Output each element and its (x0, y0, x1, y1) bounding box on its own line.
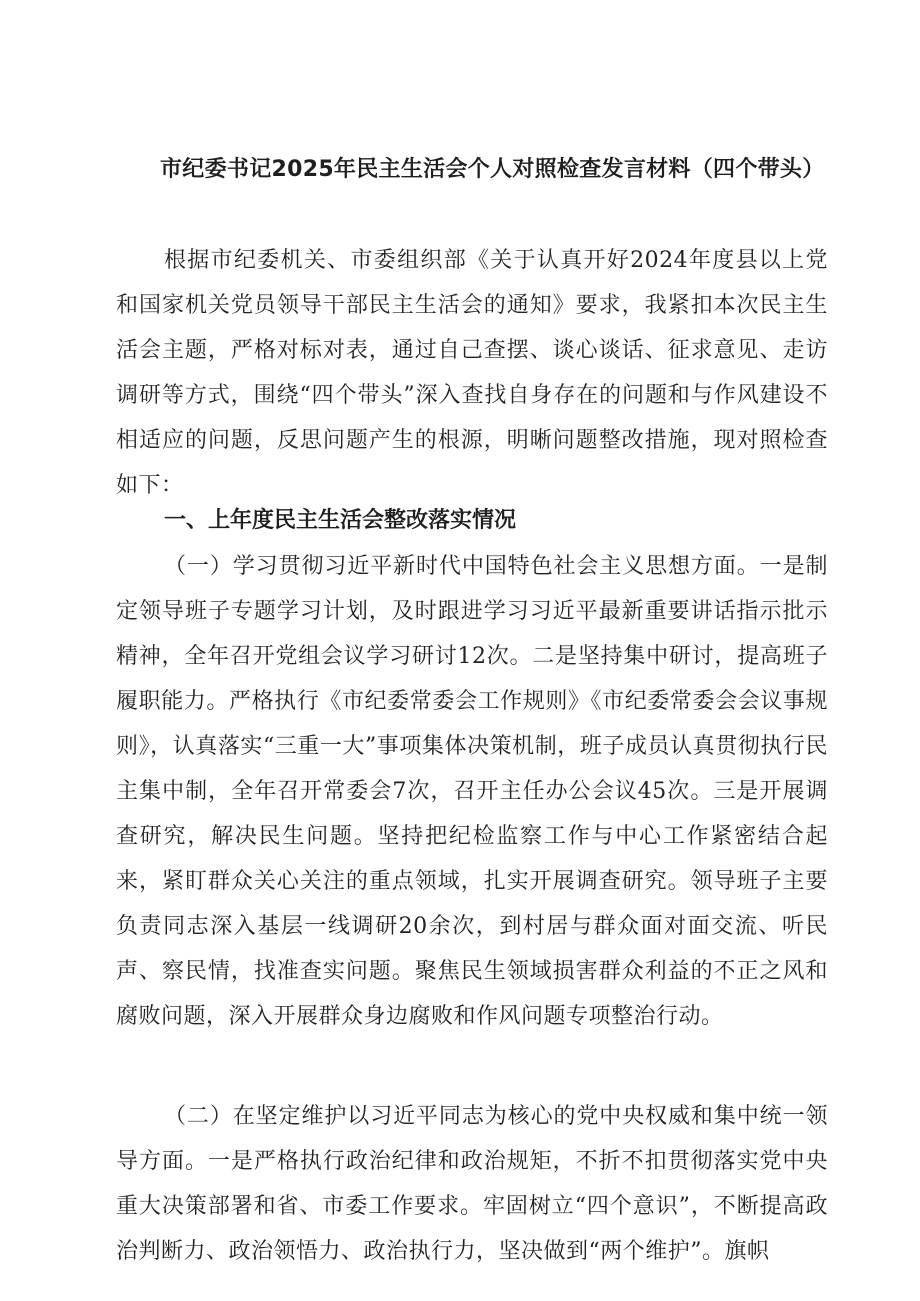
section-heading: 一、上年度民主生活会整改落实情况 (164, 508, 517, 533)
body-paragraph: （一）学习贯彻习近平新时代中国特色社会主义思想方面。一是制定领导班子专题学习计划，及时跟进学习习近平最新重要讲话指示批示精神，全年召开党组会议学习研讨12次。二是坚持集中研讨，提高班子履职能力。严格执行《市纪委常委会工作规则》《市纪委常委会会议事规则》，认真落实“三重一大”事项集体决策机制，班子成员认真贯彻执行民主集中制，全年召开常委会7次，召开主任办公会议45次。三是开展调查研究，解决民生问题。坚持把纪检监察工作与中心工作紧密结合起来，紧盯群众关心关注的重点领域，扎实开展调查研究。领导班子主要负责同志深入基层一线调研20余次，到村居与群众面对面交流、听民声、察民情，找准查实问题。聚焦民生领域损害群众利益的不正之风和腐败问题，深入开展群众身边腐败和作风问题专项整治行动。 (116, 554, 828, 1029)
document-title: 市纪委书记2025年民主生活会个人对照检查发言材料（四个带头） (160, 157, 825, 182)
body-paragraph: （二）在坚定维护以习近平同志为核心的党中央权威和集中统一领导方面。一是严格执行政治纪律和政治规矩，不折不扣贯彻落实党中央重大决策部署和省、市委工作要求。牢固树立“四个意识”，不断提高政治判断力、政治领悟力、政治执行力，坚决做到“两个维护”。旗帜 (116, 1104, 828, 1264)
intro-paragraph: 根据市纪委机关、市委组织部《关于认真开好2024年度县以上党和国家机关党员领导干部民主生活会的通知》要求，我紧扣本次民主生活会主题，严格对标对表，通过自己查摆、谈心谈话、征求意见、走访调研等方式，围绕“四个带头”深入查找自身存在的问题和与作风建设不相适应的问题，反思问题产生的根源，明晰问题整改措施，现对照检查如下： (116, 248, 828, 498)
